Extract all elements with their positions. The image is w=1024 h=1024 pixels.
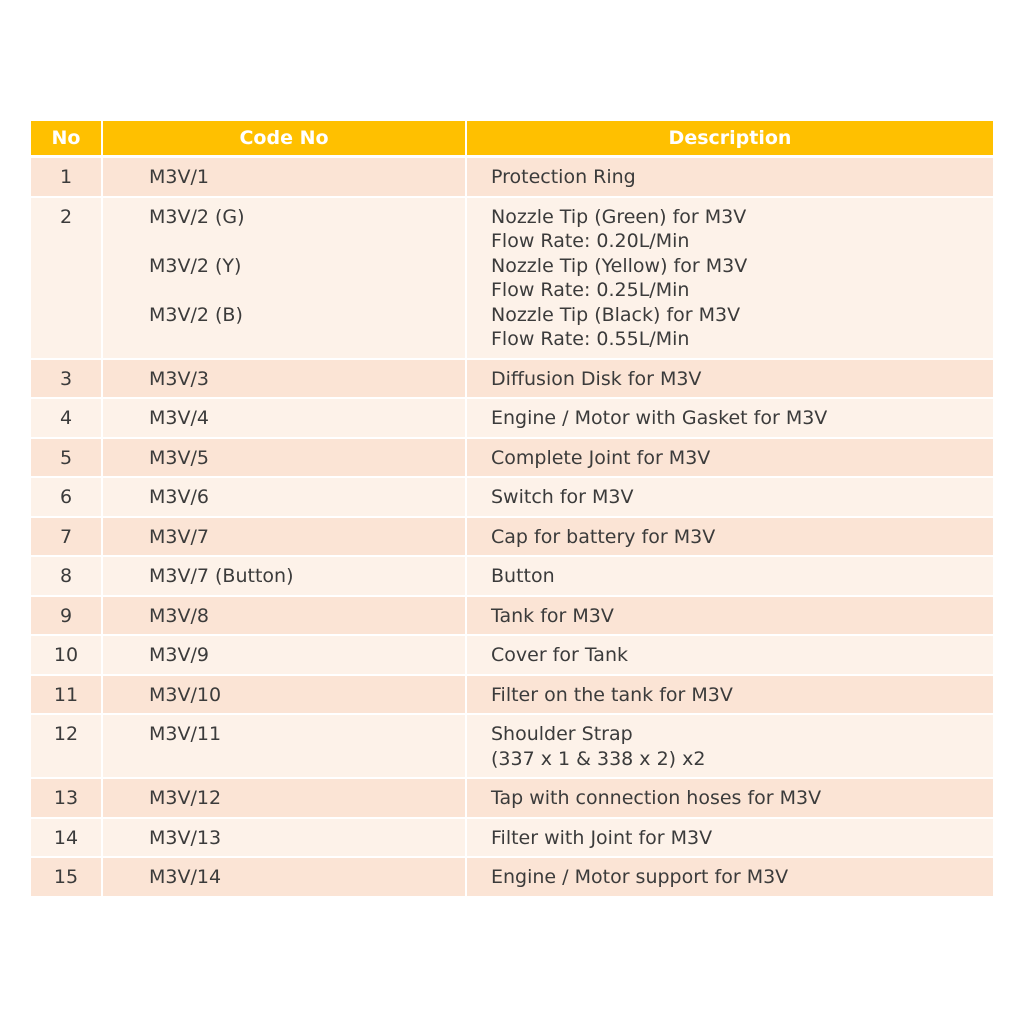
row-no: 6	[31, 477, 102, 517]
table-row	[31, 778, 993, 818]
row-description: Protection Ring	[466, 157, 993, 197]
table-row	[31, 197, 993, 359]
row-description: Cap for battery for M3V	[466, 517, 993, 557]
row-description: Cover for Tank	[466, 635, 993, 675]
row-code: M3V/10	[102, 675, 466, 715]
row-description: Filter with Joint for M3V	[466, 818, 993, 858]
row-no: 13	[31, 778, 102, 818]
table-row	[31, 517, 993, 557]
table-row	[31, 596, 993, 636]
row-description: Engine / Motor support for M3V	[466, 857, 993, 897]
row-no: 3	[31, 359, 102, 399]
table-row	[31, 857, 993, 897]
row-code: M3V/9	[102, 635, 466, 675]
row-description: Tap with connection hoses for M3V	[466, 778, 993, 818]
header-description: Description	[466, 121, 993, 157]
code-black: M3V/2 (B)	[149, 303, 243, 326]
desc-green: Nozzle Tip (Green) for M3V	[491, 205, 747, 228]
row-code: M3V/1	[102, 157, 466, 197]
row-no: 4	[31, 398, 102, 438]
row-code: M3V/11	[102, 714, 466, 778]
row-description: Tank for M3V	[466, 596, 993, 636]
desc-line-2: (337 x 1 & 338 x 2) x2	[491, 747, 706, 770]
row-no: 5	[31, 438, 102, 478]
row-code: M3V/6	[102, 477, 466, 517]
table-row	[31, 477, 993, 517]
row-code: M3V/14	[102, 857, 466, 897]
row-code	[102, 197, 466, 359]
row-description	[466, 197, 993, 359]
table-header-row	[31, 121, 993, 157]
row-code: M3V/12	[102, 778, 466, 818]
table-row	[31, 818, 993, 858]
flow-black: Flow Rate: 0.55L/Min	[491, 328, 690, 350]
row-description: Filter on the tank for M3V	[466, 675, 993, 715]
flow-green: Flow Rate: 0.20L/Min	[491, 230, 690, 252]
row-no: 2	[31, 197, 102, 359]
parts-table	[31, 121, 993, 898]
table-row	[31, 359, 993, 399]
row-no: 12	[31, 714, 102, 778]
table-row	[31, 675, 993, 715]
row-no: 11	[31, 675, 102, 715]
row-no: 1	[31, 157, 102, 197]
row-code: M3V/4	[102, 398, 466, 438]
header-no: No	[31, 121, 102, 157]
table-row	[31, 714, 993, 778]
row-code: M3V/8	[102, 596, 466, 636]
table-row	[31, 157, 993, 197]
row-no: 15	[31, 857, 102, 897]
row-no: 8	[31, 556, 102, 596]
table-row	[31, 556, 993, 596]
desc-black: Nozzle Tip (Black) for M3V	[491, 303, 741, 326]
row-description	[466, 714, 993, 778]
row-code: M3V/7 (Button)	[102, 556, 466, 596]
code-green: M3V/2 (G)	[149, 205, 245, 228]
row-no: 7	[31, 517, 102, 557]
row-no: 9	[31, 596, 102, 636]
table-row	[31, 635, 993, 675]
row-code: M3V/3	[102, 359, 466, 399]
row-description: Diffusion Disk for M3V	[466, 359, 993, 399]
row-description: Complete Joint for M3V	[466, 438, 993, 478]
row-code: M3V/13	[102, 818, 466, 858]
table-row	[31, 438, 993, 478]
header-code-no: Code No	[102, 121, 466, 157]
row-code: M3V/7	[102, 517, 466, 557]
desc-line-1: Shoulder Strap	[491, 723, 633, 745]
row-no: 10	[31, 635, 102, 675]
code-yellow: M3V/2 (Y)	[149, 254, 242, 277]
row-description: Engine / Motor with Gasket for M3V	[466, 398, 993, 438]
row-no: 14	[31, 818, 102, 858]
flow-yellow: Flow Rate: 0.25L/Min	[491, 279, 690, 301]
desc-yellow: Nozzle Tip (Yellow) for M3V	[491, 254, 748, 277]
row-description: Button	[466, 556, 993, 596]
row-code: M3V/5	[102, 438, 466, 478]
row-description: Switch for M3V	[466, 477, 993, 517]
table-row	[31, 398, 993, 438]
